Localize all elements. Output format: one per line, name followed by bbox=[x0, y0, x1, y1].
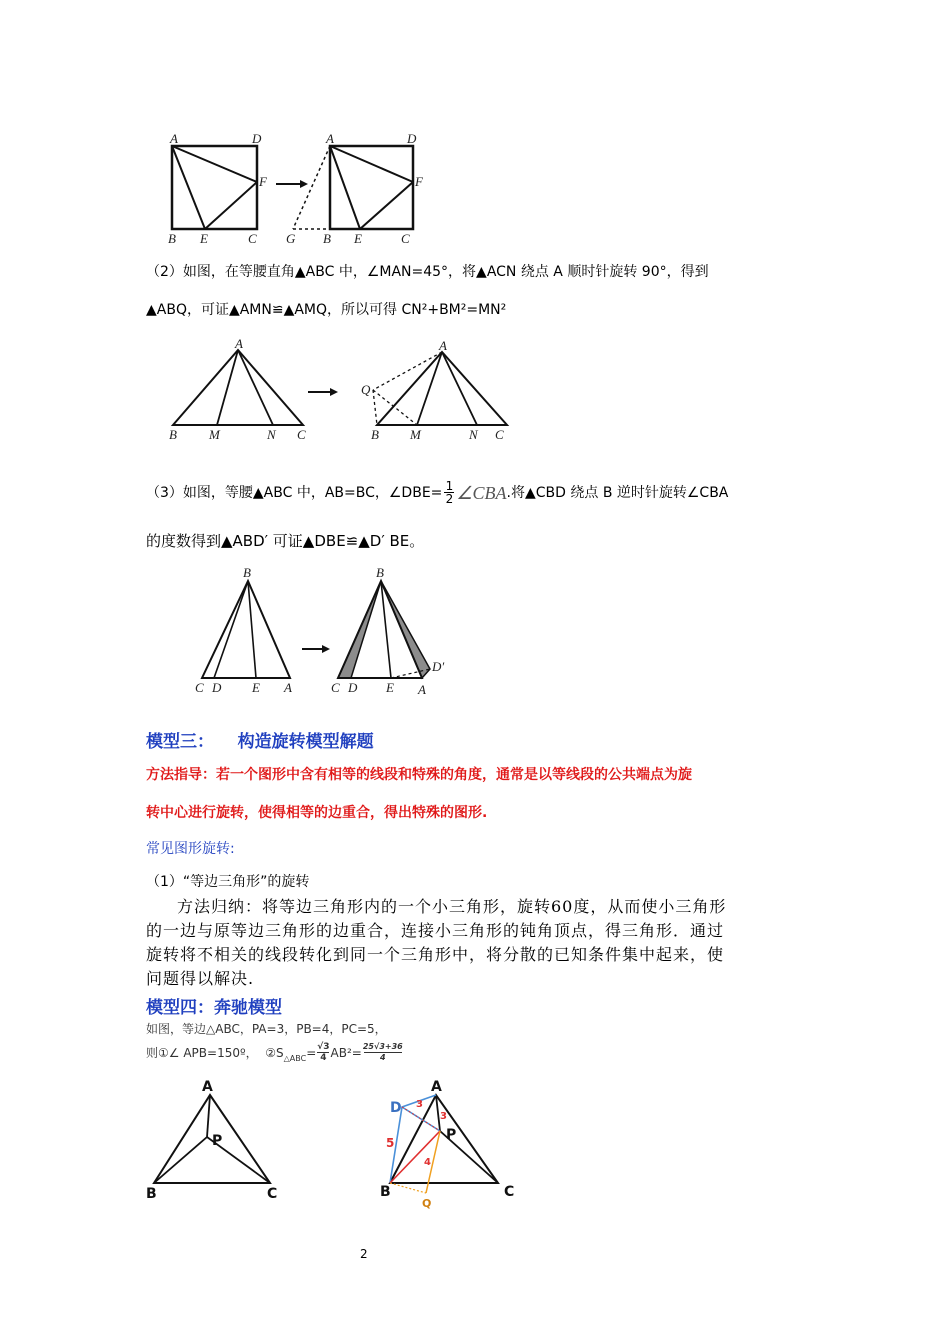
fig2-left-label-a: A bbox=[235, 336, 243, 351]
item1-title: （1）“等边三角形”的旋转 bbox=[146, 874, 310, 890]
fig4-right-label-p: P bbox=[446, 1127, 457, 1143]
fig4-number-4: 4 bbox=[424, 1157, 431, 1168]
fig2-left-label-c: C bbox=[297, 427, 306, 442]
fig3-left-label-b: B bbox=[243, 565, 251, 580]
fig1-left-label-b: B bbox=[168, 231, 176, 246]
fig4-left-label-b: B bbox=[146, 1186, 157, 1202]
figure-isosceles-right-rotation bbox=[165, 336, 525, 445]
fig1-right-label-f: F bbox=[415, 174, 423, 189]
fig3-left-label-c: C bbox=[195, 680, 204, 695]
summary-line1: 方法归纳：将等边三角形内的一个小三角形，旋转60度，从而使小三角形 bbox=[177, 897, 727, 916]
figure-benz-model bbox=[140, 1075, 530, 1210]
fig1-right-label-e: E bbox=[354, 231, 362, 246]
fig2-right-label-c: C bbox=[495, 427, 504, 442]
fig2-right-label-n: N bbox=[469, 427, 478, 442]
fig1-right-label-a: A bbox=[326, 131, 334, 146]
item3-fraction-den: 2 bbox=[445, 492, 454, 506]
fig1-right-label-c: C bbox=[401, 231, 410, 246]
fig3-right-label-b: B bbox=[376, 565, 384, 580]
model4-frac2-num: 25√3+36 bbox=[362, 1042, 403, 1051]
fig4-right-label-c: C bbox=[504, 1184, 515, 1200]
model3-method-line1: 方法指导：若一个图形中含有相等的线段和特殊的角度，通常是以等线段的公共端点为旋 bbox=[146, 767, 692, 783]
item2-line2: ▲ABQ，可证▲AMN≌▲AMQ，所以可得 CN²+BM²=MN² bbox=[146, 302, 507, 318]
fig1-left-label-c: C bbox=[248, 231, 257, 246]
fig3-left-label-a: A bbox=[284, 680, 292, 695]
fig2-right-label-a: A bbox=[439, 338, 447, 353]
fig4-left-label-p: P bbox=[212, 1133, 223, 1149]
fig4-right-label-d: D bbox=[390, 1100, 402, 1116]
model4-frac1-num: √3 bbox=[317, 1042, 330, 1052]
fig4-right-label-a: A bbox=[431, 1079, 442, 1095]
fig4-left-label-c: C bbox=[267, 1186, 278, 1202]
item3-line1-after: .将▲CBD 绕点 B 逆时针旋转∠CBA bbox=[506, 484, 729, 501]
fig1-right-label-g: G bbox=[286, 231, 296, 246]
common-rotation-label: 常见图形旋转: bbox=[146, 841, 235, 857]
fig2-left-label-n: N bbox=[267, 427, 276, 442]
model4-line1: 如图，等边△ABC，PA=3，PB=4，PC=5， bbox=[146, 1022, 387, 1036]
fig3-left-label-e: E bbox=[252, 680, 260, 695]
fig3-right-label-dprime: D′ bbox=[432, 659, 445, 674]
item3-line1-before: （3）如图，等腰▲ABC 中，AB=BC，∠DBE= bbox=[146, 484, 443, 501]
item3-fraction-num: 1 bbox=[445, 479, 454, 493]
fig4-number-3a: 3 bbox=[416, 1099, 423, 1110]
fig2-right-label-m: M bbox=[410, 427, 421, 442]
fig1-left-label-f: F bbox=[259, 174, 267, 189]
fig3-right-label-a: A bbox=[418, 682, 426, 697]
fig3-right-label-c: C bbox=[331, 680, 340, 695]
model4-line2-sub: △ABC bbox=[283, 1054, 307, 1063]
item3-formula: ∠CBA bbox=[456, 482, 507, 503]
model3-heading: 模型三： 构造旋转模型解题 bbox=[146, 732, 374, 752]
model4-line2-ab: AB² bbox=[330, 1045, 352, 1060]
item3-fraction bbox=[444, 480, 454, 505]
fig2-left-label-m: M bbox=[209, 427, 220, 442]
fig3-left-label-d: D bbox=[212, 680, 222, 695]
fig2-left-label-b: B bbox=[169, 427, 177, 442]
fig1-right-label-d: D bbox=[407, 131, 417, 146]
model4-frac2 bbox=[363, 1042, 403, 1063]
fig1-left-label-a: A bbox=[170, 131, 178, 146]
summary-line4: 问题得以解决. bbox=[146, 969, 255, 988]
model4-line2-part1: 则①∠ APB=150º， ②S bbox=[146, 1046, 284, 1060]
fig4-number-5: 5 bbox=[386, 1136, 395, 1150]
fig1-left-label-e: E bbox=[200, 231, 208, 246]
model4-heading: 模型四：奔驰模型 bbox=[146, 998, 282, 1018]
fig1-left-label-d: D bbox=[252, 131, 262, 146]
summary-line3: 旋转将不相关的线段转化到同一个三角形中，将分散的已知条件集中起来，使 bbox=[146, 945, 725, 964]
summary-line2: 的一边与原等边三角形的边重合，连接小三角形的钝角顶点，得三角形．通过 bbox=[146, 921, 725, 940]
fig3-right-label-d: D bbox=[348, 680, 358, 695]
fig4-right-label-q: Q bbox=[422, 1197, 432, 1210]
model4-frac1 bbox=[317, 1042, 329, 1063]
figure-isosceles-rotation bbox=[190, 563, 460, 703]
model4-frac2-den: 4 bbox=[380, 1053, 386, 1062]
model4-frac1-den: 4 bbox=[320, 1053, 327, 1063]
model3-method-line2: 转中心进行旋转，使得相等的边重合，得出特殊的图形. bbox=[146, 805, 488, 821]
item3-line1 bbox=[146, 480, 728, 505]
page-number: 2 bbox=[360, 1247, 368, 1261]
fig3-right-label-e: E bbox=[386, 680, 394, 695]
fig4-left-label-a: A bbox=[202, 1079, 213, 1095]
model4-line2-eq2: = bbox=[351, 1045, 362, 1060]
model4-line2 bbox=[146, 1042, 404, 1063]
fig1-right-label-b: B bbox=[323, 231, 331, 246]
item3-line2: 的度数得到▲ABD′ 可证▲DBE≌▲D′ BE。 bbox=[146, 532, 425, 550]
fig2-right-label-b: B bbox=[371, 427, 379, 442]
fig2-right-label-q: Q bbox=[361, 382, 371, 397]
item2-line1: （2）如图，在等腰直角▲ABC 中，∠MAN=45°，将▲ACN 绕点 A 顺时针旋转 90°，得到 bbox=[146, 264, 709, 280]
figure-square-rotation bbox=[160, 130, 430, 250]
fig4-right-label-b: B bbox=[380, 1184, 391, 1200]
fig4-number-3b: 3 bbox=[440, 1111, 447, 1122]
model4-line2-eq: = bbox=[306, 1045, 317, 1060]
